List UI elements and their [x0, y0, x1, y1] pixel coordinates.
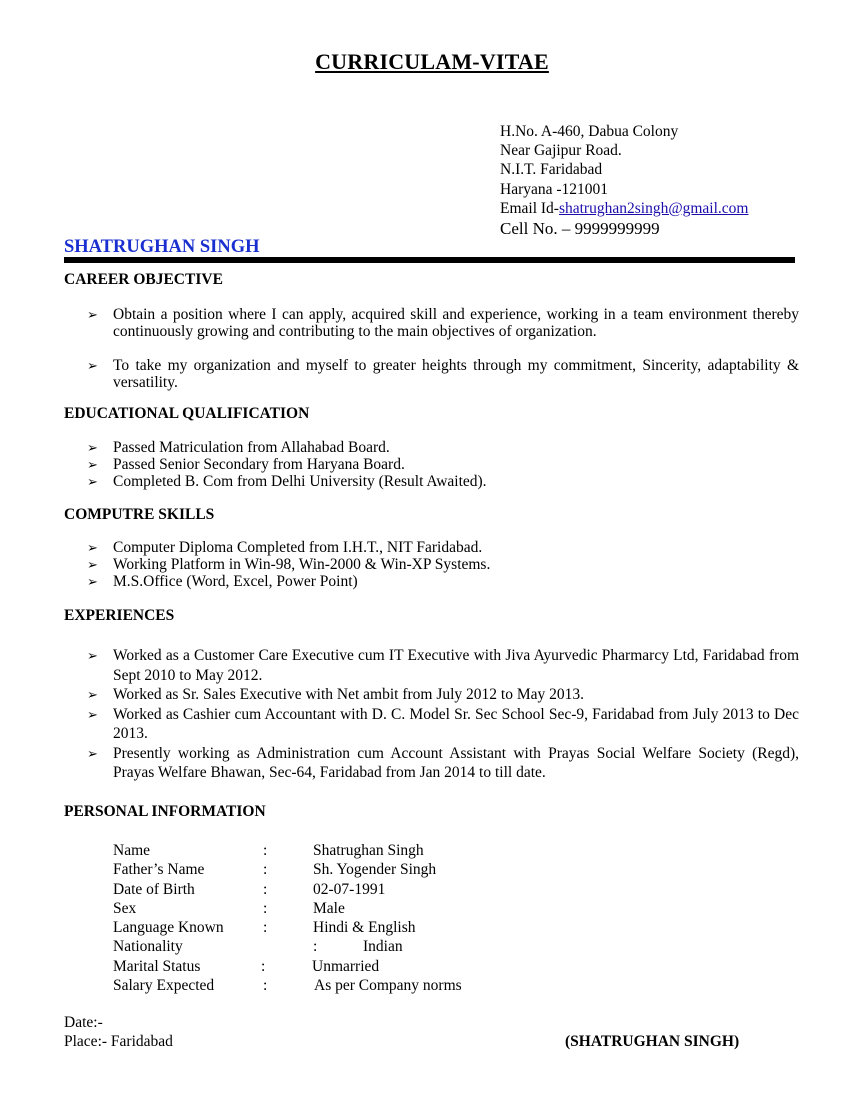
address-line-1: H.No. A-460, Dabua Colony — [500, 123, 679, 140]
cell-line: Cell No. – 9999999999 — [500, 219, 660, 239]
list-item: ➢ Completed B. Com from Delhi University (Result Awaited). — [87, 473, 487, 490]
address-line-3: N.I.T. Faridabad — [500, 161, 603, 179]
heading-divider — [64, 257, 795, 263]
arrow-bullet-icon: ➢ — [87, 574, 98, 589]
candidate-name: SHATRUGHAN SINGH — [64, 237, 260, 257]
education-list — [87, 439, 799, 490]
list-item: ➢ To take my organization and myself to greater heights through my commitment, Sincerity, adaptability & versatility. — [87, 357, 799, 391]
arrow-bullet-icon: ➢ — [87, 474, 98, 489]
address-block — [500, 122, 748, 239]
list-item: ➢ Computer Diploma Completed from I.H.T., NIT Faridabad. — [87, 539, 483, 556]
list-item: ➢ Passed Senior Secondary from Haryana Board. — [87, 456, 405, 473]
arrow-bullet-icon: ➢ — [87, 307, 98, 322]
arrow-bullet-icon: ➢ — [87, 358, 98, 373]
experience-list — [87, 646, 799, 783]
arrow-bullet-icon: ➢ — [87, 457, 98, 472]
list-item: ➢ Presently working as Administration cum Account Assistant with Prayas Social Welfare Society (Regd), Prayas Welfare Bhawan, Sec-64, Faridabad from Jan 2014 to till date. — [87, 744, 799, 781]
place-field: Place:- Faridabad — [64, 1033, 173, 1050]
email-link[interactable]: shatrughan2singh@gmail.com — [558, 199, 749, 217]
email-line — [500, 199, 748, 218]
experience-heading: EXPERIENCES — [64, 607, 175, 624]
arrow-bullet-icon: ➢ — [87, 648, 98, 663]
skills-heading: COMPUTRE SKILLS — [64, 506, 215, 523]
date-field: Date:- — [64, 1014, 103, 1031]
arrow-bullet-icon: ➢ — [87, 440, 98, 455]
list-item: ➢ M.S.Office (Word, Excel, Power Point) — [87, 573, 358, 590]
address-line-4: Haryana -121001 — [500, 180, 609, 198]
list-item: ➢ Obtain a position where I can apply, acquired skill and experience, working in a team environment thereby continuously growing and contributing to the main objectives of organization. — [87, 306, 799, 340]
signature: (SHATRUGHAN SINGH) — [565, 1033, 740, 1050]
career-objective-list — [87, 306, 799, 391]
list-item: ➢ Worked as Cashier cum Accountant with D. C. Model Sr. Sec School Sec-9, Faridabad from July 2013 to Dec 2013. — [87, 705, 799, 742]
personal-info-heading: PERSONAL INFORMATION — [64, 803, 266, 820]
arrow-bullet-icon: ➢ — [87, 745, 98, 761]
list-item: ➢ Passed Matriculation from Allahabad Board. — [87, 439, 390, 456]
document-title: CURRICULAM-VITAE — [315, 49, 549, 74]
address-line-2: Near Gajipur Road. — [500, 142, 622, 160]
list-item: ➢ Worked as a Customer Care Executive cum IT Executive with Jiva Ayurvedic Pharmarcy Ltd, Faridabad from Sept 2010 to May 2012. — [87, 647, 799, 684]
email-label: Email Id- — [500, 199, 559, 217]
skills-list — [87, 539, 799, 590]
education-heading: EDUCATIONAL QUALIFICATION — [64, 405, 310, 422]
list-item: ➢ Working Platform in Win-98, Win-2000 & Win-XP Systems. — [87, 556, 491, 573]
arrow-bullet-icon: ➢ — [87, 540, 98, 555]
arrow-bullet-icon: ➢ — [87, 557, 98, 572]
arrow-bullet-icon: ➢ — [87, 706, 98, 722]
arrow-bullet-icon: ➢ — [87, 687, 98, 702]
career-objective-heading: CAREER OBJECTIVE — [64, 271, 223, 288]
list-item: ➢ Worked as Sr. Sales Executive with Net ambit from July 2012 to May 2013. — [87, 686, 585, 703]
